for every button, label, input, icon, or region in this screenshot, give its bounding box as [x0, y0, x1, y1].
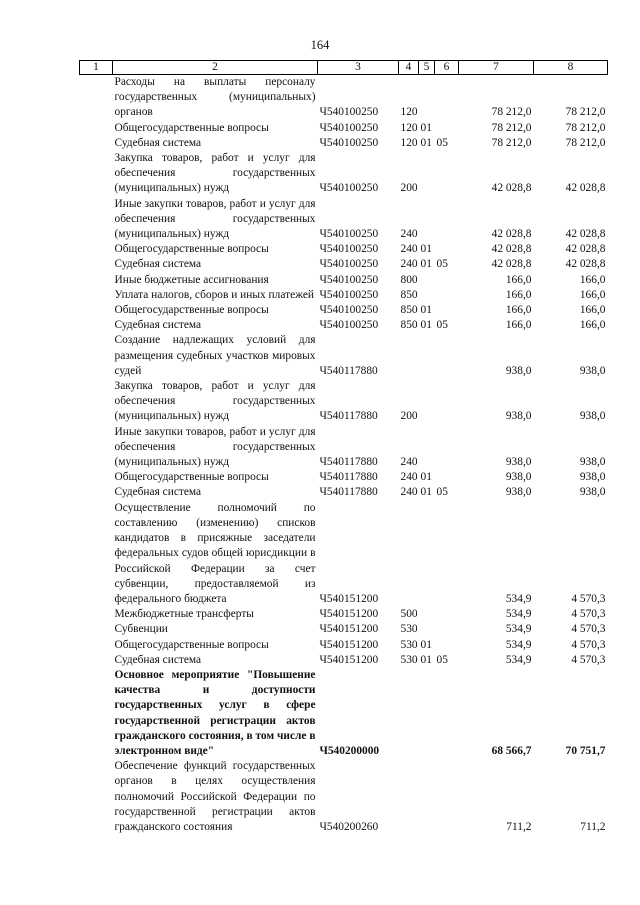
amount-col8-cell: 42 028,8 [565, 258, 606, 271]
row-number-cell [80, 638, 113, 653]
amount-col7-cell: 938,0 [505, 410, 532, 423]
subsection-cell: 05 [436, 319, 448, 332]
amount-col8-cell: 4 570,3 [571, 592, 606, 605]
section-cell: 01 [420, 243, 432, 256]
table-row [80, 75, 608, 121]
column-header: 5 [419, 61, 435, 75]
expense-type-cell [399, 501, 419, 607]
target-code-cell: Ч540151200 [319, 592, 379, 605]
row-number-cell [80, 197, 113, 243]
target-code-cell: Ч540100250 [319, 228, 379, 241]
table-row [80, 333, 608, 379]
target-code-cell: Ч540100250 [319, 121, 379, 134]
subsection-cell [435, 288, 459, 303]
amount-col7-cell: 166,0 [505, 273, 532, 286]
table-row [80, 257, 608, 272]
amount-col8-cell: 4 570,3 [571, 653, 606, 666]
table-row [80, 425, 608, 471]
row-name-cell: Общегосударственные вопросы [114, 243, 269, 256]
row-name-cell: Расходы на выплаты персоналу государственных (муниципальных) органов [114, 76, 316, 119]
row-name-cell: Иные бюджетные ассигнования [114, 273, 269, 286]
row-number-cell [80, 288, 113, 303]
section-cell: 01 [420, 471, 432, 484]
amount-col8-cell: 711,2 [580, 820, 606, 833]
row-name-cell: Общегосударственные вопросы [114, 304, 269, 317]
row-number-cell [80, 136, 113, 151]
subsection-cell [435, 333, 459, 379]
target-code-cell: Ч540100250 [319, 136, 379, 149]
amount-col8-cell: 42 028,8 [565, 243, 606, 256]
table-row [80, 501, 608, 607]
row-number-cell [80, 121, 113, 136]
amount-col7-cell: 938,0 [505, 471, 532, 484]
amount-col7-cell: 534,9 [505, 592, 532, 605]
table-row [80, 485, 608, 500]
amount-col7-cell: 938,0 [505, 486, 532, 499]
target-code-cell: Ч540100250 [319, 106, 379, 119]
amount-col8-cell: 4 570,3 [571, 638, 606, 651]
target-code-cell: Ч540117880 [319, 410, 378, 423]
section-cell [419, 288, 435, 303]
row-number-cell [80, 425, 113, 471]
amount-col7-cell: 42 028,8 [491, 182, 532, 195]
row-name-cell: Основное мероприятие "Повышение качества и доступности государственных услуг в сфере государственной регистрации актов гражданского состояния, в том числе в электронном виде" [114, 668, 316, 757]
table-row [80, 379, 608, 425]
column-header: 3 [318, 61, 399, 75]
section-cell [419, 668, 435, 759]
amount-col8-cell: 166,0 [579, 304, 606, 317]
expense-type-cell: 530 [400, 653, 418, 666]
row-name-cell: Уплата налогов, сборов и иных платежей [114, 288, 314, 301]
expense-type-cell [399, 333, 419, 379]
target-code-cell: Ч540117880 [319, 456, 378, 469]
amount-col8-cell: 4 570,3 [571, 623, 606, 636]
amount-col8-cell: 70 751,7 [565, 744, 606, 757]
amount-col7-cell: 938,0 [505, 456, 532, 469]
column-header: 8 [534, 61, 608, 75]
target-code-cell: Ч540151200 [319, 653, 379, 666]
table-row [80, 622, 608, 637]
target-code-cell: Ч540200000 [319, 744, 380, 757]
subsection-cell [435, 273, 459, 288]
target-code-cell: Ч540100250 [319, 258, 379, 271]
row-name-cell: Общегосударственные вопросы [114, 471, 269, 484]
row-name-cell: Судебная система [114, 136, 202, 149]
row-number-cell [80, 653, 113, 668]
table-row [80, 470, 608, 485]
target-code-cell: Ч540151200 [319, 638, 379, 651]
section-cell: 01 [420, 136, 432, 149]
section-cell: 01 [420, 121, 432, 134]
section-cell [419, 425, 435, 471]
target-code-cell: Ч540117880 [319, 471, 378, 484]
row-name-cell: Создание надлежащих условий для размещения судебных участков мировых судей [114, 334, 316, 377]
amount-col7-cell: 78 212,0 [491, 106, 532, 119]
subsection-cell [435, 759, 459, 835]
row-name-cell: Иные закупки товаров, работ и услуг для обеспечения государственных (муниципальных) нужд [114, 425, 316, 469]
subsection-cell [435, 75, 459, 121]
table-row [80, 318, 608, 333]
table-row [80, 288, 608, 303]
target-code-cell: Ч540100250 [319, 288, 379, 301]
amount-col8-cell: 166,0 [579, 288, 606, 301]
row-name-cell: Общегосударственные вопросы [114, 638, 269, 651]
row-number-cell [80, 242, 113, 257]
row-number-cell [80, 75, 113, 121]
expense-type-cell: 850 [400, 319, 418, 332]
column-header: 2 [113, 61, 318, 75]
row-number-cell [80, 303, 113, 318]
section-cell [419, 333, 435, 379]
amount-col8-cell: 938,0 [579, 486, 606, 499]
amount-col8-cell: 78 212,0 [565, 106, 606, 119]
row-number-cell [80, 379, 113, 425]
section-cell: 01 [420, 319, 432, 332]
target-code-cell: Ч540117880 [319, 364, 378, 377]
section-cell [419, 273, 435, 288]
expense-type-cell: 120 [400, 106, 418, 119]
amount-col7-cell: 78 212,0 [491, 121, 532, 134]
subsection-cell: 05 [436, 653, 448, 666]
target-code-cell: Ч540100250 [319, 273, 379, 286]
subsection-cell [435, 121, 459, 136]
expense-type-cell: 240 [400, 258, 418, 271]
section-cell: 01 [420, 258, 432, 271]
subsection-cell [435, 470, 459, 485]
section-cell: 01 [420, 486, 432, 499]
amount-col7-cell: 166,0 [505, 304, 532, 317]
row-name-cell: Закупка товаров, работ и услуг для обеспечения государственных (муниципальных) нужд [114, 380, 316, 423]
section-cell: 01 [420, 638, 432, 651]
expense-type-cell: 800 [400, 273, 418, 286]
amount-col7-cell: 534,9 [505, 608, 532, 621]
expense-type-cell: 850 [400, 288, 418, 301]
row-number-cell [80, 257, 113, 272]
row-name-cell: Судебная система [114, 258, 202, 271]
target-code-cell: Ч540151200 [319, 623, 379, 636]
table-row [80, 653, 608, 668]
subsection-cell [435, 197, 459, 243]
subsection-cell: 05 [436, 486, 448, 499]
row-number-cell [80, 333, 113, 379]
target-code-cell: Ч540100250 [319, 319, 379, 332]
row-number-cell [80, 318, 113, 333]
expense-type-cell [399, 668, 419, 759]
amount-col8-cell: 42 028,8 [565, 228, 606, 241]
section-cell [419, 759, 435, 835]
column-header: 1 [80, 61, 113, 75]
table-row [80, 759, 608, 835]
row-name-cell: Межбюджетные трансферты [114, 608, 254, 621]
row-number-cell [80, 470, 113, 485]
row-number-cell [80, 485, 113, 500]
table-body [80, 75, 608, 836]
subsection-cell [435, 501, 459, 607]
section-cell: 01 [420, 304, 432, 317]
subsection-cell [435, 242, 459, 257]
target-code-cell: Ч540151200 [319, 608, 379, 621]
row-name-cell: Судебная система [114, 653, 202, 666]
row-name-cell: Судебная система [114, 319, 202, 332]
section-cell [419, 607, 435, 622]
amount-col7-cell: 534,9 [505, 623, 532, 636]
amount-col8-cell: 4 570,3 [571, 608, 606, 621]
row-name-cell: Судебная система [114, 486, 202, 499]
page-number: 164 [310, 38, 330, 52]
column-header: 6 [435, 61, 459, 75]
expense-type-cell: 120 [400, 136, 418, 149]
amount-col8-cell: 42 028,8 [565, 182, 606, 195]
table-row [80, 197, 608, 243]
table-row [80, 638, 608, 653]
expense-type-cell: 120 [400, 121, 418, 134]
expense-type-cell: 240 [400, 471, 418, 484]
subsection-cell [435, 668, 459, 759]
amount-col8-cell: 166,0 [579, 273, 606, 286]
amount-col8-cell: 166,0 [579, 319, 606, 332]
row-name-cell: Иные закупки товаров, работ и услуг для обеспечения государственных (муниципальных) нужд [114, 197, 316, 241]
subsection-cell [435, 425, 459, 471]
row-number-cell [80, 501, 113, 607]
subsection-cell [435, 607, 459, 622]
subsection-cell [435, 379, 459, 425]
target-code-cell: Ч540200260 [319, 820, 379, 833]
column-number-row [80, 61, 608, 75]
column-header: 4 [399, 61, 419, 75]
expense-type-cell: 500 [400, 608, 418, 621]
subsection-cell [435, 622, 459, 637]
expense-type-cell: 240 [400, 243, 418, 256]
amount-col7-cell: 711,2 [506, 820, 532, 833]
row-name-cell: Общегосударственные вопросы [114, 121, 269, 134]
section-cell [419, 75, 435, 121]
section-cell: 01 [420, 653, 432, 666]
table-row [80, 136, 608, 151]
amount-col8-cell: 938,0 [579, 364, 606, 377]
table-row [80, 668, 608, 759]
amount-col7-cell: 534,9 [505, 653, 532, 666]
amount-col7-cell: 166,0 [505, 319, 532, 332]
expense-type-cell: 240 [400, 486, 418, 499]
column-header: 7 [459, 61, 534, 75]
subsection-cell [435, 638, 459, 653]
amount-col7-cell: 166,0 [505, 288, 532, 301]
amount-col7-cell: 42 028,8 [491, 243, 532, 256]
amount-col7-cell: 78 212,0 [491, 136, 532, 149]
section-cell [419, 151, 435, 197]
amount-col8-cell: 938,0 [579, 456, 606, 469]
expense-type-cell [399, 759, 419, 835]
amount-col7-cell: 534,9 [505, 638, 532, 651]
amount-col8-cell: 938,0 [579, 410, 606, 423]
table-row [80, 242, 608, 257]
expense-type-cell: 200 [400, 182, 418, 195]
expense-type-cell: 530 [400, 623, 418, 636]
row-number-cell [80, 622, 113, 637]
expense-type-cell: 240 [400, 228, 418, 241]
amount-col7-cell: 42 028,8 [491, 258, 532, 271]
row-name-cell: Обеспечение функций государственных органов в целях осуществления полномочий Российской Федерации по государственной регистрации актов гражданского состояния [114, 760, 316, 833]
budget-table [79, 60, 608, 835]
expense-type-cell: 850 [400, 304, 418, 317]
expense-type-cell: 200 [400, 410, 418, 423]
amount-col8-cell: 938,0 [579, 471, 606, 484]
amount-col7-cell: 42 028,8 [491, 228, 532, 241]
target-code-cell: Ч540100250 [319, 304, 379, 317]
expense-type-cell: 240 [400, 456, 418, 469]
expense-type-cell: 530 [400, 638, 418, 651]
table-row [80, 303, 608, 318]
amount-col8-cell: 78 212,0 [565, 136, 606, 149]
section-cell [419, 622, 435, 637]
subsection-cell: 05 [436, 258, 448, 271]
table-row [80, 607, 608, 622]
section-cell [419, 197, 435, 243]
section-cell [419, 501, 435, 607]
row-number-cell [80, 668, 113, 759]
target-code-cell: Ч540100250 [319, 243, 379, 256]
row-number-cell [80, 273, 113, 288]
target-code-cell: Ч540100250 [319, 182, 379, 195]
table-row [80, 151, 608, 197]
target-code-cell: Ч540117880 [319, 486, 378, 499]
row-name-cell: Закупка товаров, работ и услуг для обеспечения государственных (муниципальных) нужд [114, 152, 316, 195]
row-name-cell: Осуществление полномочий по составлению (изменению) списков кандидатов в присяжные заседатели федеральных судов общей юрисдикции в Российской Федерации за счет субвенции, предоставляемой из федерального бюджета [114, 501, 316, 605]
row-number-cell [80, 151, 113, 197]
table-row [80, 121, 608, 136]
amount-col7-cell: 68 566,7 [491, 744, 532, 757]
row-number-cell [80, 759, 113, 835]
section-cell [419, 379, 435, 425]
subsection-cell: 05 [436, 136, 448, 149]
amount-col7-cell: 938,0 [505, 364, 532, 377]
subsection-cell [435, 303, 459, 318]
row-number-cell [80, 607, 113, 622]
row-name-cell: Субвенции [114, 623, 168, 636]
subsection-cell [435, 151, 459, 197]
amount-col8-cell: 78 212,0 [565, 121, 606, 134]
table-row [80, 273, 608, 288]
